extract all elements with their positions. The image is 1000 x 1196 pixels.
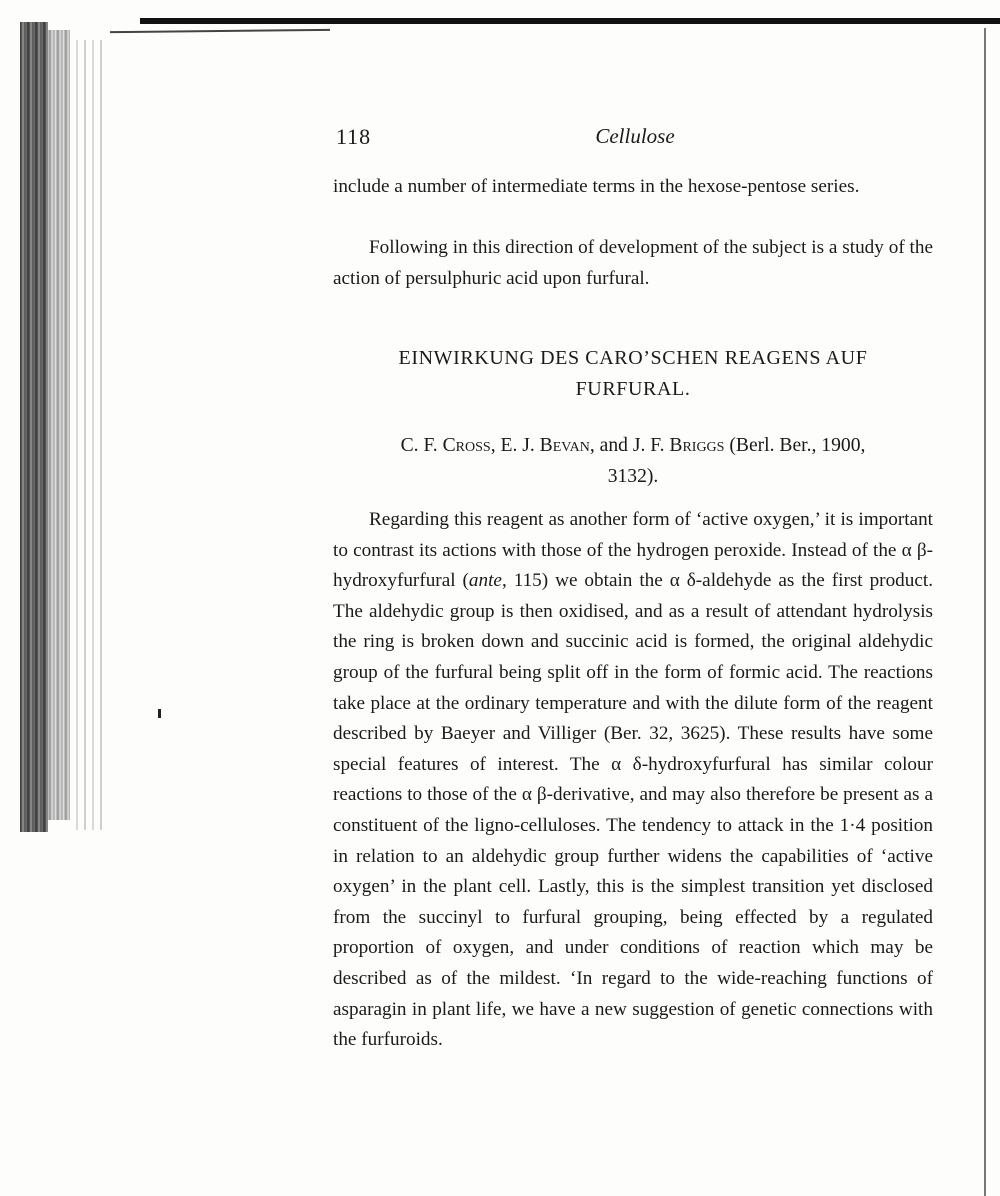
author-3-name: Briggs [669,435,725,456]
author-separator-2: , and J. F. [589,435,670,456]
book-binding-shadow [20,22,48,832]
book-binding-edges [70,40,104,830]
main-text-part-1: Regarding this reagent as another form of ‘active oxygen,’ it is important to contrast its actions with those of the hydrogen peroxide. Instead of the α β-hydroxyfurfural ( [333,509,933,592]
intro-text: include a number of intermediate terms in the hexose-pentose series. [333,176,860,197]
main-text [333,505,933,1056]
top-edge-rule [140,18,1000,24]
ante-reference: ante [468,570,502,592]
top-edge-thin-rule [110,29,330,33]
article-authors [333,430,933,492]
authors-line-1 [333,430,933,461]
running-head [336,124,934,154]
right-page-edge [984,28,986,1196]
article-title [333,343,933,405]
book-binding-pages [48,30,70,820]
authors-line-2: 3132). [607,466,659,487]
main-paragraph [333,505,933,1056]
scan-speck [158,709,161,718]
main-text-part-2: , 115) we obtain the α δ-aldehyde as the first product. The aldehydic group is then oxidised, and as a result of attendant hydrolysis the ring is broken down and succinic acid is formed, the original aldehydic group of the furfural being split off in the form of formic acid. The reactions take place at the ordinary temperature and with the dilute form of the reagent described by Baeyer and Villiger (Ber. 32, 3625). These results have some special features of interest. The α δ-hydroxyfurfural has similar colour reactions to those of the α β-derivative, and may also therefore be present as a constituent of the ligno-celluloses. The tendency to attack in the 1·4 position in relation to an aldehydic group further widens the capabilities of ‘active oxygen’ in the plant cell. Lastly, this is the simplest transition yet disclosed from the succinyl to furfural grouping, being effected by a regulated proportion of oxygen, and under conditions of reaction which may be described as of the mildest. ‘In regard to the wide-reaching functions of asparagin in plant life, we have a new suggestion of genetic connections with the furfuroids. [333,570,933,1051]
author-1-initials: C. F. [400,435,443,456]
follow-text: Following in this direction of development of the subject is a study of the action of persulphuric acid upon furfural. [333,237,933,289]
article-title-line-2: FURFURAL. [575,378,691,400]
running-title: Cellulose [595,124,675,148]
citation-part-1: (Berl. Ber., 1900, [724,435,866,456]
author-separator-1: , E. J. [490,435,540,456]
intro-paragraph [333,172,933,203]
follow-paragraph [333,233,933,294]
page-number: 118 [336,124,372,149]
article-title-line-1: EINWIRKUNG DES CARO’SCHEN REAGENS AUF [398,347,868,369]
author-1-name: Cross [442,435,491,456]
author-2-name: Bevan [539,435,590,456]
